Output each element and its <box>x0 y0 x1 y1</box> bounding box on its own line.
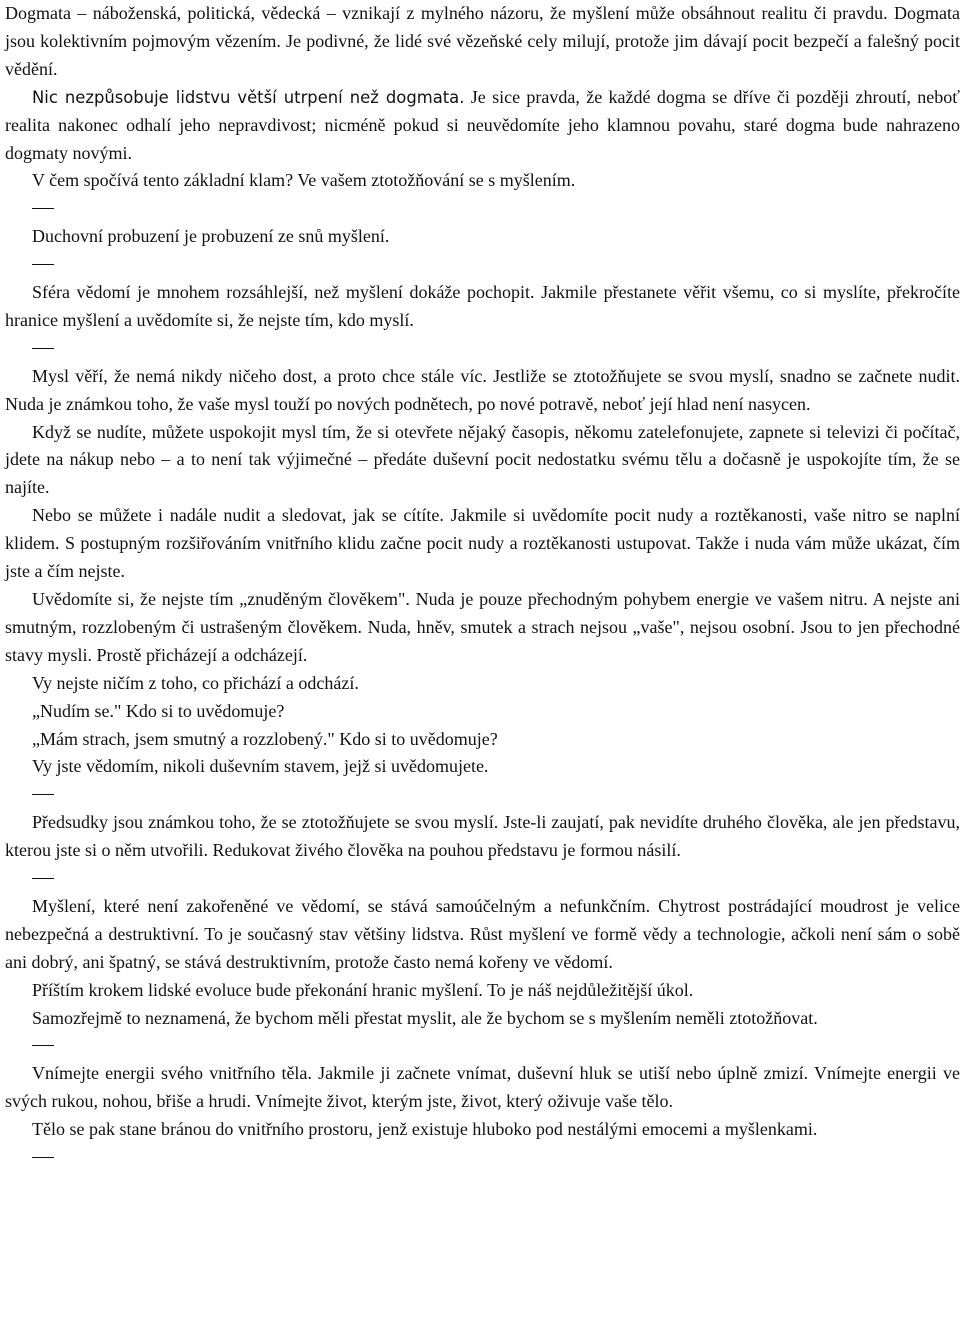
separator-dash <box>5 865 960 893</box>
paragraph-1: Dogmata – náboženská, politická, vědecká – vznikají z mylného názoru, že myšlení může obsáhnout realitu či pravdu. Dogmata jsou kolektivním pojmovým vězením. Je podivné, že lidé své vězeňské cely milují, protože jim dávají pocit bezpečí a falešný pocit vědění. <box>5 3 960 79</box>
separator-dash <box>5 781 960 809</box>
paragraph-2 <box>5 84 960 168</box>
paragraph-11: „Nudím se." Kdo si to uvědomuje? <box>32 700 285 721</box>
paragraph-4: Duchovní probuzení je probuzení ze snů myšlení. <box>32 226 390 247</box>
paragraph-18: Vnímejte energii svého vnitřního těla. Jakmile ji začnete vnímat, duševní hluk se utiší nebo úplně zmizí. Vnímejte energii ve svých rukou, nohou, břiše a hrudi. Vnímejte život, kterým jste, život, který oživuje vaše tělo. <box>5 1063 960 1112</box>
paragraph-13: Vy jste vědomím, nikoli duševním stavem, jejž si uvědomujete. <box>32 756 489 777</box>
paragraph-5: Sféra vědomí je mnohem rozsáhlejší, než myšlení dokáže pochopit. Jakmile přestanete věřit všemu, co si myslíte, překročíte hranice myšlení a uvědomíte si, že nejste tím, kdo myslí. <box>5 282 960 330</box>
paragraph-16: Příštím krokem lidské evoluce bude překonání hranic myšlení. To je náš nejdůležitější úkol. <box>32 979 694 1000</box>
paragraph-2-rest: Je sice pravda, že každé dogma se dříve či později zhroutí, neboť realita nakonec odhalí jeho nepravdivost; nicméně pokud si neuvědomíte jeho klamnou povahu, staré dogma bude nahrazeno dogmaty novými. <box>5 86 960 163</box>
separator-dash <box>5 195 960 223</box>
paragraph-2-sans-sentence: Nic nezpůsobuje lidstvu větší utrpení než dogmata. <box>32 87 465 107</box>
paragraph-9: Uvědomíte si, že nejste tím „znuděným člověkem". Nuda je pouze přechodným pohybem energie ve vašem nitru. A nejste ani smutným, rozzlobeným či ustrašeným člověkem. Nuda, hněv, smutek a strach nejsou „vaše", nejsou osobní. Jsou to jen přechodné stavy mysli. Prostě přicházejí a odcházejí. <box>5 588 960 665</box>
paragraph-7: Když se nudíte, můžete uspokojit mysl tím, že si otevřete nějaký časopis, někomu zatelefonujete, zapnete si televizi či počítač, jdete na nákup nebo – a to není tak výjimečné – předáte duševní pocit nedostatku svému tělu a dočasně je uspokojíte tím, že se najíte. <box>5 421 960 498</box>
separator-dash <box>5 335 960 363</box>
paragraph-12: „Mám strach, jsem smutný a rozzlobený." Kdo si to uvědomuje? <box>32 728 498 749</box>
paragraph-14: Předsudky jsou známkou toho, že se ztotožňujete se svou myslí. Jste-li zaujatí, pak nevidíte druhého člověka, ale jen představu, kterou jste si o něm utvořili. Redukovat živého člověka na pouhou představu je formou násilí. <box>5 812 960 861</box>
document-page <box>5 0 960 1172</box>
separator-dash <box>5 1032 960 1060</box>
separator-dash <box>5 1144 960 1172</box>
separator-dash <box>5 251 960 279</box>
paragraph-17: Samozřejmě to neznamená, že bychom měli přestat myslit, ale že bychom se s myšlením neměli ztotožňovat. <box>32 1007 818 1028</box>
paragraph-19: Tělo se pak stane bránou do vnitřního prostoru, jenž existuje hluboko pod nestálými emocemi a myšlenkami. <box>32 1119 818 1140</box>
paragraph-8: Nebo se můžete i nadále nudit a sledovat, jak se cítíte. Jakmile si uvědomíte pocit nudy a roztěkanosti, vaše nitro se naplní klidem. S postupným rozšiřováním vnitřního klidu začne pocit nudy a roztěkanosti ustupovat. Takže i nuda vám může ukázat, čím jste a čím nejste. <box>5 505 960 582</box>
paragraph-3: V čem spočívá tento základní klam? Ve vašem ztotožňování se s myšlením. <box>32 170 576 191</box>
paragraph-10: Vy nejste ničím z toho, co přichází a odchází. <box>32 672 359 693</box>
paragraph-15: Myšlení, které není zakořeněné ve vědomí, se stává samoúčelným a nefunkčním. Chytrost postrádající moudrost je velice nebezpečná a destruktivní. To je současný stav většiny lidstva. Růst myšlení ve formě vědy a technologie, ačkoli není sám o sobě ani dobrý, ani špatný, se stává destruktivním, protože často nemá kořeny ve vědomí. <box>5 895 960 972</box>
paragraph-6: Mysl věří, že nemá nikdy ničeho dost, a proto chce stále víc. Jestliže se ztotožňujete se svou myslí, snadno se začnete nudit. Nuda je známkou toho, že vaše mysl touží po nových podnětech, po nové potravě, neboť její hlad není nasycen. <box>5 365 960 414</box>
